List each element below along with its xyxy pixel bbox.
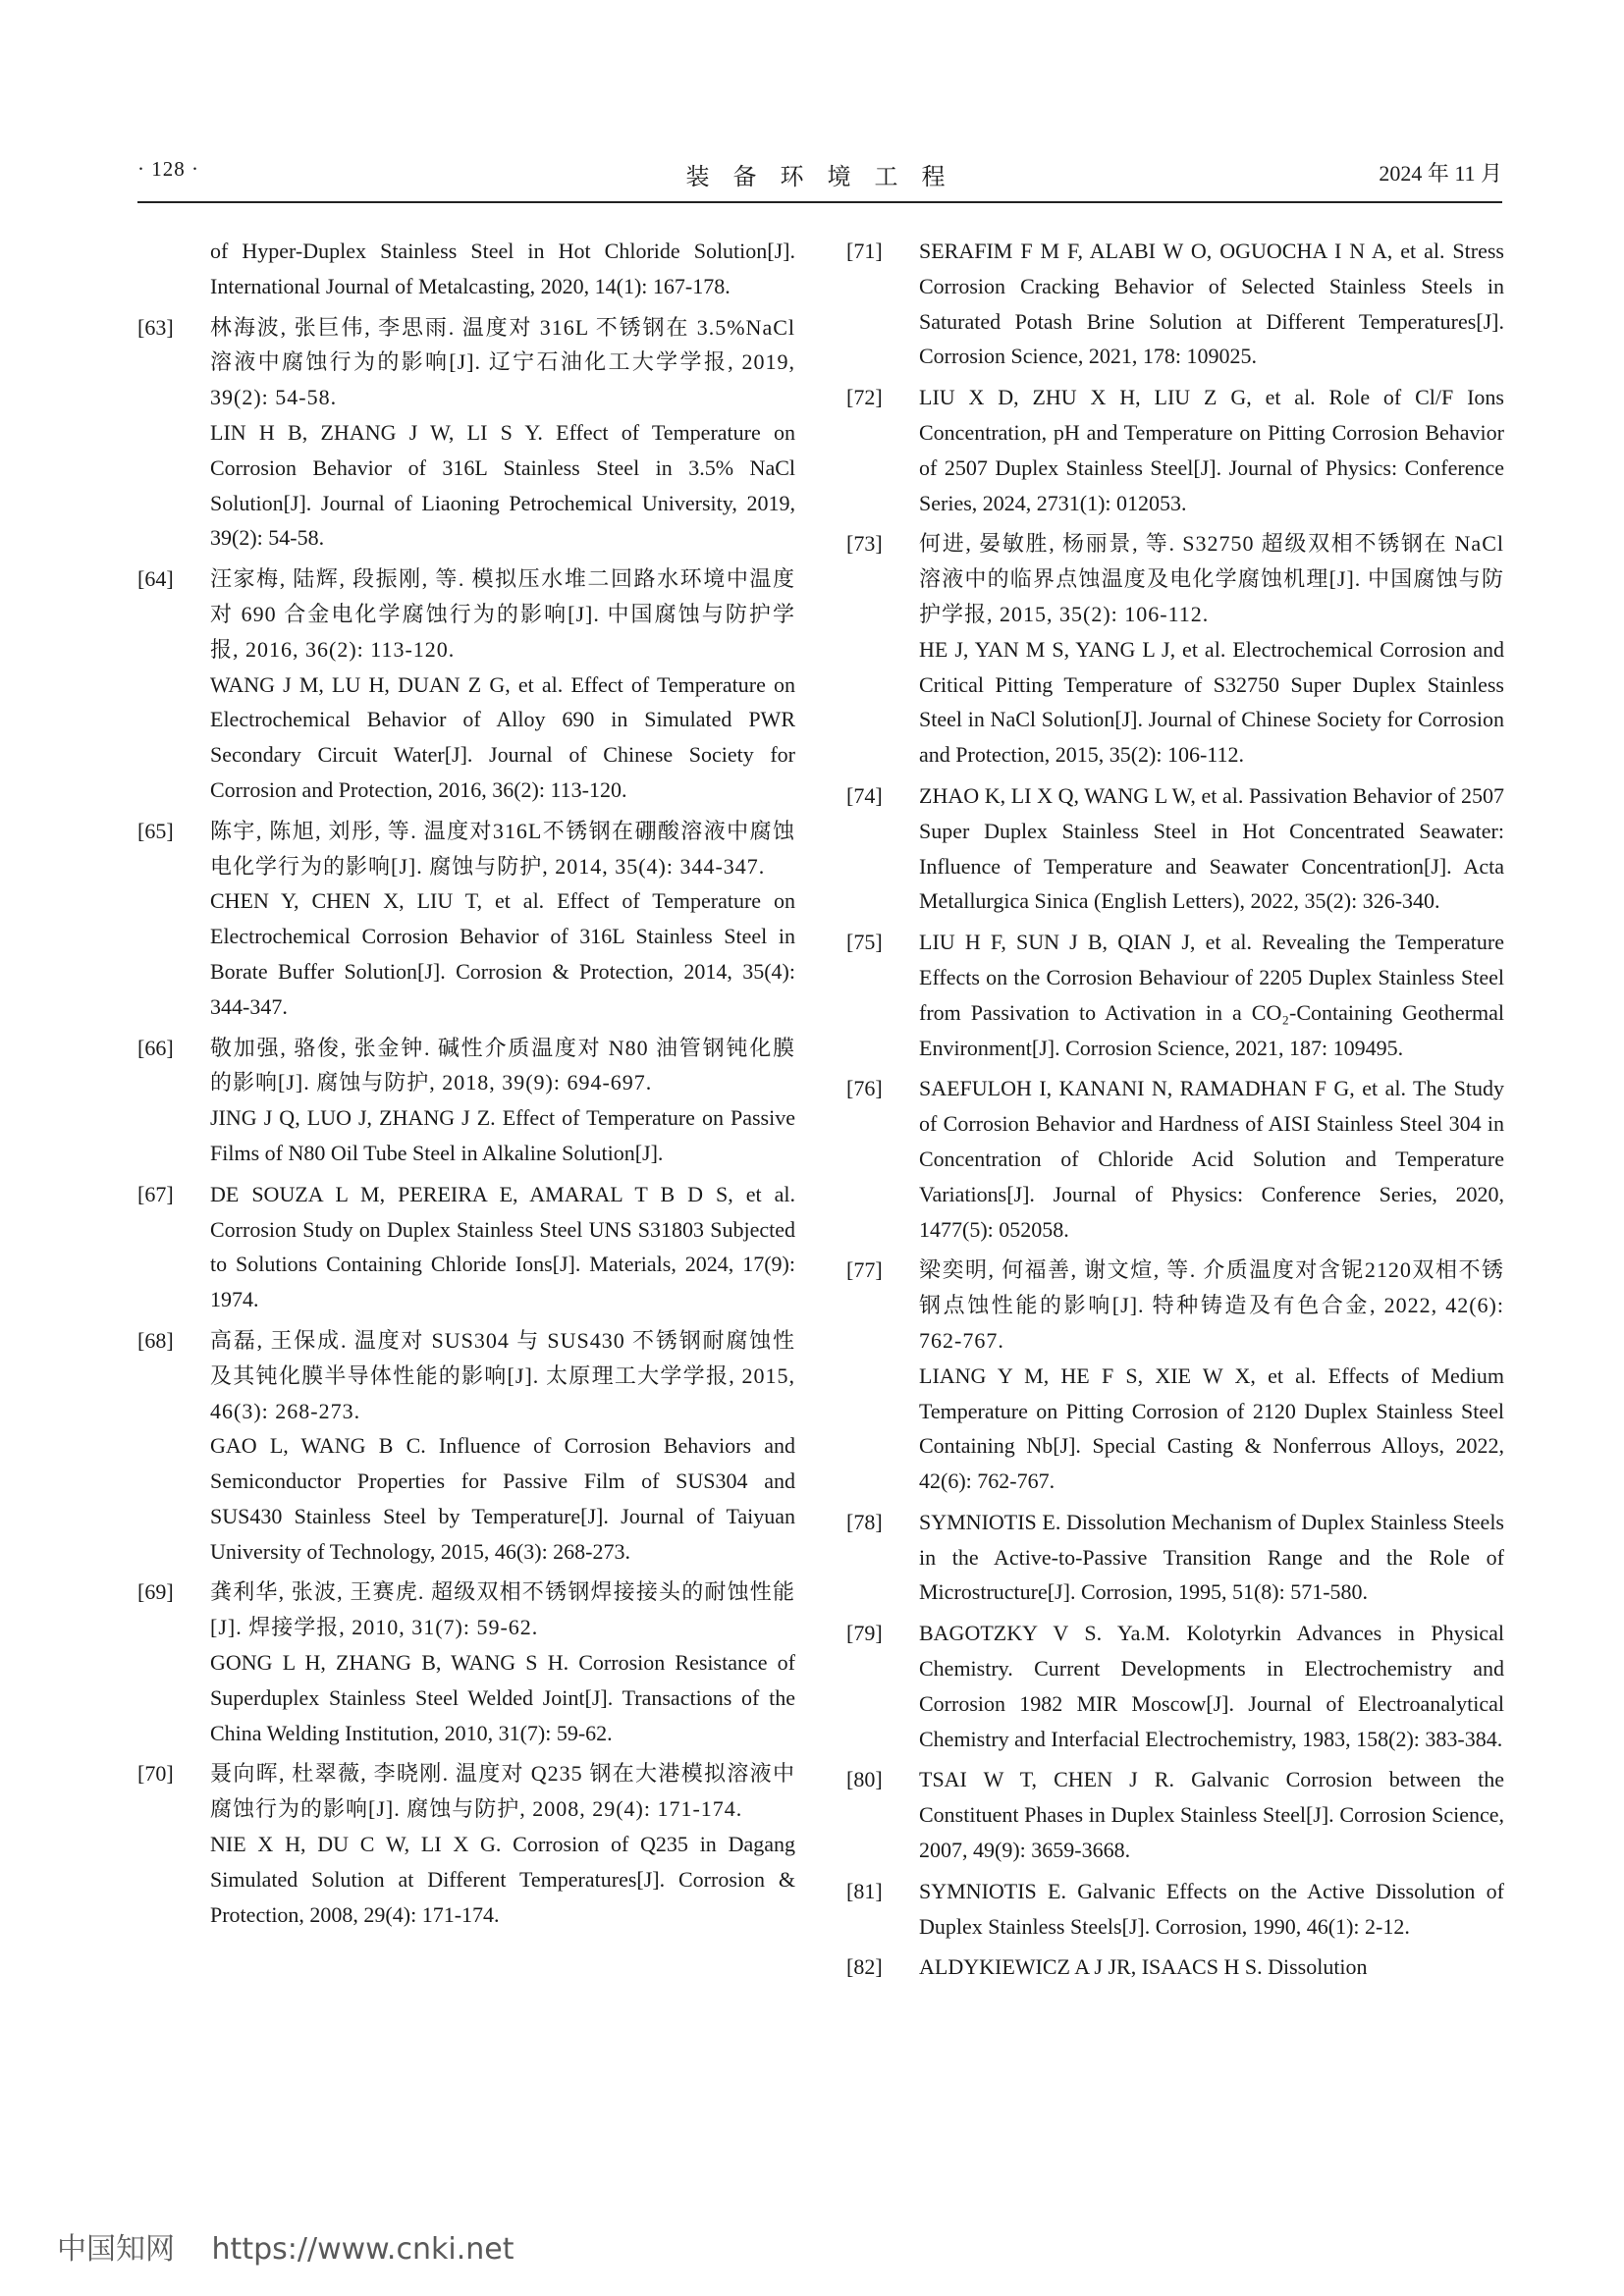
reference-item (137, 1031, 795, 1171)
reference-item (846, 1874, 1504, 1945)
reference-item (846, 1949, 1504, 1985)
reference-number: [64] (137, 566, 174, 592)
reference-item (846, 925, 1504, 1065)
page-footer (57, 2224, 514, 2268)
reference-item (846, 1071, 1504, 1247)
page-header (137, 157, 1502, 196)
reference-text-en: SYMNIOTIS E. Galvanic Effects on the Active Dissolution of Duplex Stainless Steels[J]. Corrosion, 1990, 46(1): 2-12. (919, 1878, 1504, 1939)
header-rule (137, 201, 1502, 203)
reference-item (846, 234, 1504, 374)
reference-text-zh: 龚利华, 张波, 王赛虎. 超级双相不锈钢焊接接头的耐蚀性能[J]. 焊接学报, 2010, 31(7): 59-62. (210, 1579, 795, 1640)
reference-text-en: TSAI W T, CHEN J R. Galvanic Corrosion between the Constituent Phases in Duplex Stainless Steel[J]. Corrosion Science, 2007, 49(9): 3659-3668. (919, 1767, 1504, 1863)
reference-text-zh: 何进, 晏敏胜, 杨丽景, 等. S32750 超级双相不锈钢在 NaCl 溶液中的临界点蚀温度及电化学腐蚀机理[J]. 中国腐蚀与防护学报, 2015, 35(2): 106-112. (919, 531, 1504, 626)
reference-item (137, 1177, 795, 1317)
reference-text-en: GAO L, WANG B C. Influence of Corrosion Behaviors and Semiconductor Properties for Passive Film of SUS304 and SUS430 Stainless Steel by Temperature[J]. Journal of Taiyuan University of Technology, 2015, 46(3): 268-273. (210, 1433, 795, 1564)
reference-text-en: WANG J M, LU H, DUAN Z G, et al. Effect of Temperature on Electrochemical Behavior of Alloy 690 in Simulated PWR Secondary Circuit Water[J]. Journal of Chinese Society for Corrosion and Protection, 2016, 36(2): 113-120. (210, 671, 795, 802)
reference-number: [81] (846, 1878, 883, 1903)
reference-text-zh: 林海波, 张巨伟, 李思雨. 温度对 316L 不锈钢在 3.5%NaCl 溶液中腐蚀行为的影响[J]. 辽宁石油化工大学学报, 2019, 39(2): 54-58. (210, 314, 795, 410)
reference-number: [66] (137, 1035, 174, 1060)
reference-number: [74] (846, 782, 883, 808)
reference-text-en: SAEFULOH I, KANANI N, RAMADHAN F G, et al. The Study of Corrosion Behavior and Hardness of AISI Stainless Steel 304 in Concentration of Chloride Acid Solution and Temperature Variations[J]. Journal of Physics: Conference Series, 2020, 1477(5): 052058. (919, 1076, 1504, 1242)
reference-number: [79] (846, 1621, 883, 1646)
reference-number: [75] (846, 930, 883, 955)
reference-number: [73] (846, 531, 883, 557)
reference-number: [63] (137, 314, 174, 340)
reference-number: [67] (137, 1181, 174, 1206)
reference-text-en: LIANG Y M, HE F S, XIE W X, et al. Effects of Medium Temperature on Pitting Corrosion of 2120 Duplex Stainless Steel Containing Nb[J]. Special Casting & Nonferrous Alloys, 2022, 42(6): 762-767. (919, 1362, 1504, 1494)
reference-item (137, 234, 795, 304)
reference-number: [69] (137, 1579, 174, 1605)
reference-item (846, 1762, 1504, 1867)
reference-text-en: JING J Q, LUO J, ZHANG J Z. Effect of Temperature on Passive Films of N80 Oil Tube Steel in Alkaline Solution[J]. (210, 1105, 795, 1165)
reference-item (846, 1253, 1504, 1499)
cnki-url[interactable]: https://www.cnki.net (211, 2232, 514, 2267)
reference-text-en: SERAFIM F M F, ALABI W O, OGUOCHA I N A, et al. Stress Corrosion Cracking Behavior of Selected Stainless Steels in Saturated Potash Brine Solution at Different Temperatures[J]. Corrosion Science, 2021, 178: 109025. (919, 239, 1504, 369)
reference-text-zh: 汪家梅, 陆辉, 段振刚, 等. 模拟压水堆二回路水环境中温度对 690 合金电化学腐蚀行为的影响[J]. 中国腐蚀与防护学报, 2016, 36(2): 113-120. (210, 566, 795, 662)
reference-item (137, 561, 795, 808)
reference-text-en: LIU H F, SUN J B, QIAN J, et al. Revealing the Temperature Effects on the Corrosion Behaviour of 2205 Duplex Stainless Steel from Passivation to Activation in a CO₂-Containing Geothermal Environment[J]. Corrosion Science, 2021, 187: 109495. (919, 930, 1504, 1060)
reference-text-en: SYMNIOTIS E. Dissolution Mechanism of Duplex Stainless Steels in the Active-to-Passive Transition Range and the Role of Microstructure[J]. Corrosion, 1995, 51(8): 571-580. (919, 1509, 1504, 1605)
issue-date: 2024 年 11 月 (1379, 161, 1502, 186)
reference-item (137, 814, 795, 1025)
reference-number: [65] (137, 818, 174, 843)
reference-item (137, 1756, 795, 1932)
reference-text-en: BAGOTZKY V S. Ya.M. Kolotyrkin Advances in Physical Chemistry. Current Developments in Electrochemistry and Corrosion 1982 MIR Moscow[J]. Journal of Electroanalytical Chemistry and Interfacial Electrochemistry, 1983, 158(2): 383-384. (919, 1621, 1504, 1751)
reference-text-en: ZHAO K, LI X Q, WANG L W, et al. Passivation Behavior of 2507 Super Duplex Stainless Steel in Hot Concentrated Seawater: Influence of Temperature and Seawater Concentration[J]. Acta Metallurgica Sinica (English Letters), 2022, 35(2): 326-340. (919, 782, 1504, 914)
reference-text-en: CHEN Y, CHEN X, LIU T, et al. Effect of Temperature on Electrochemical Corrosion Behavior of 316L Stainless Steel in Borate Buffer Solution[J]. Corrosion & Protection, 2014, 35(4): 344-347. (210, 888, 795, 1019)
reference-item (137, 310, 795, 557)
reference-text-zh: 聂向晖, 杜翠薇, 李晓刚. 温度对 Q235 钢在大港模拟溶液中腐蚀行为的影响[J]. 腐蚀与防护, 2008, 29(4): 171-174. (210, 1761, 795, 1822)
reference-text-en: GONG L H, ZHANG B, WANG S H. Corrosion Resistance of Superduplex Stainless Steel Welded Joint[J]. Transactions of the China Welding Institution, 2010, 31(7): 59-62. (210, 1650, 795, 1745)
reference-item (846, 778, 1504, 919)
reference-text-en: NIE X H, DU C W, LI X G. Corrosion of Q235 in Dagang Simulated Solution at Different Temperatures[J]. Corrosion & Protection, 2008, 29(4): 171-174. (210, 1832, 795, 1927)
reference-text-en: of Hyper-Duplex Stainless Steel in Hot Chloride Solution[J]. International Journal of Metalcasting, 2020, 14(1): 167-178. (210, 239, 795, 298)
reference-text-zh: 陈宇, 陈旭, 刘彤, 等. 温度对316L不锈钢在硼酸溶液中腐蚀电化学行为的影响[J]. 腐蚀与防护, 2014, 35(4): 344-347. (210, 818, 795, 879)
reference-text-zh: 敬加强, 骆俊, 张金钟. 碱性介质温度对 N80 油管钢钝化膜的影响[J]. 腐蚀与防护, 2018, 39(9): 694-697. (210, 1035, 795, 1095)
reference-column-left (137, 234, 795, 1938)
reference-item (846, 526, 1504, 773)
reference-text-zh: 梁奕明, 何福善, 谢文煊, 等. 介质温度对含铌2120双相不锈钢点蚀性能的影响[J]. 特种铸造及有色合金, 2022, 42(6): 762-767. (919, 1257, 1504, 1353)
page-number: · 128 · (137, 157, 199, 181)
reference-number: [80] (846, 1767, 883, 1792)
reference-number: [82] (846, 1954, 883, 1980)
reference-number: [71] (846, 239, 883, 263)
reference-text-en: LIU X D, ZHU X H, LIU Z G, et al. Role of Cl/F Ions Concentration, pH and Temperature on Pitting Corrosion Behavior of 2507 Duplex Stainless Steel[J]. Journal of Physics: Conference Series, 2024, 2731(1): 012053. (919, 385, 1504, 515)
reference-item (137, 1575, 795, 1750)
reference-item (137, 1323, 795, 1570)
reference-column-right (846, 234, 1504, 1991)
reference-number: [70] (137, 1761, 174, 1787)
cnki-logo: 中国知网 (57, 2232, 175, 2267)
reference-number: [76] (846, 1076, 883, 1101)
reference-number: [72] (846, 385, 883, 410)
reference-text-en: LIN H B, ZHANG J W, LI S Y. Effect of Temperature on Corrosion Behavior of 316L Stainless Steel in 3.5% NaCl Solution[J]. Journal of Liaoning Petrochemical University, 2019, 39(2): 54-58. (210, 419, 795, 551)
reference-item (846, 1616, 1504, 1756)
reference-text-en: DE SOUZA L M, PEREIRA E, AMARAL T B D S, et al. Corrosion Study on Duplex Stainless Steel UNS S31803 Subjected to Solutions Containing Chloride Ions[J]. Materials, 2024, 17(9): 1974. (210, 1181, 795, 1312)
reference-text-zh: 高磊, 王保成. 温度对 SUS304 与 SUS430 不锈钢耐腐蚀性及其钝化膜半导体性能的影响[J]. 太原理工大学学报, 2015, 46(3): 268-273. (210, 1327, 795, 1423)
reference-number: [68] (137, 1327, 174, 1353)
journal-title: 装 备 环 境 工 程 (685, 165, 954, 190)
reference-item (846, 1505, 1504, 1610)
reference-text-en: ALDYKIEWICZ A J JR, ISAACS H S. Dissolution (919, 1954, 1368, 1980)
reference-number: [78] (846, 1509, 883, 1534)
reference-number: [77] (846, 1257, 883, 1283)
reference-item (846, 380, 1504, 520)
reference-text-en: HE J, YAN M S, YANG L J, et al. Electrochemical Corrosion and Critical Pitting Temperature of S32750 Super Duplex Stainless Steel in NaCl Solution[J]. Journal of Chinese Society for Corrosion and Protection, 2015, 35(2): 106-112. (919, 636, 1504, 768)
